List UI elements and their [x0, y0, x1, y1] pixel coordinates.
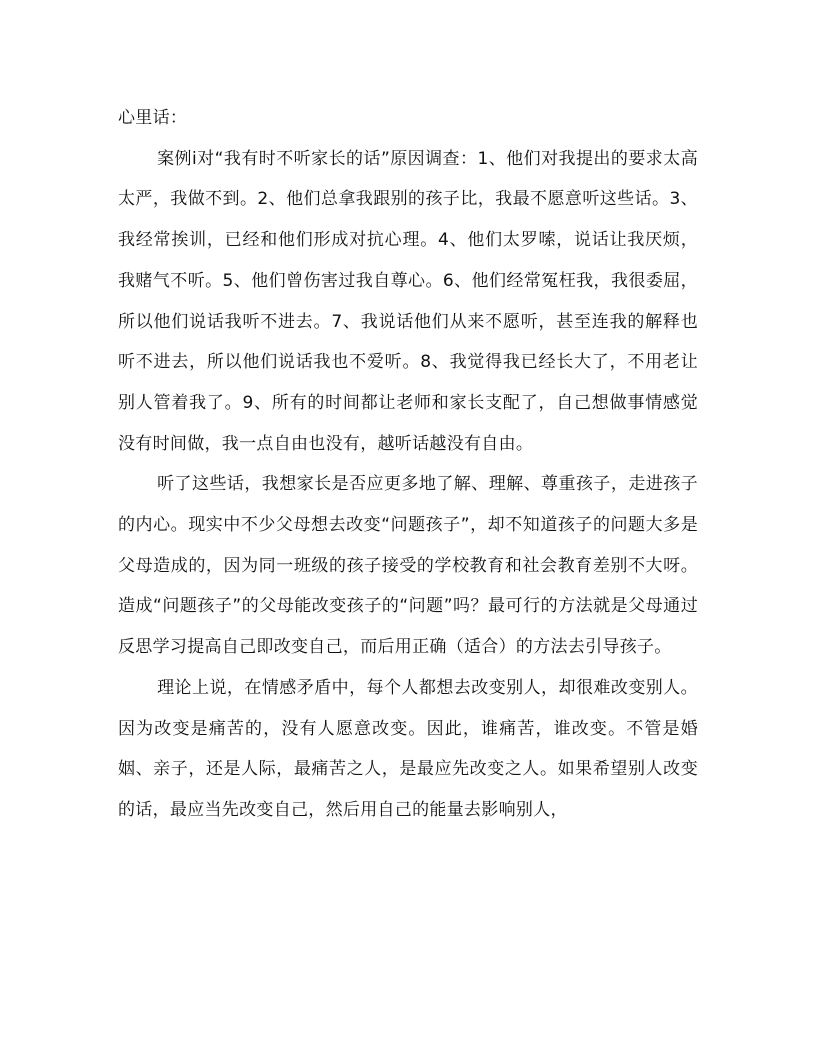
paragraph-parents-reflection: 听了这些话，我想家长是否应更多地了解、理解、尊重孩子，走进孩子的内心。现实中不少父母想去改变“问题孩子”，却不知道孩子的问题大多是父母造成的，因为同一班级的孩子接受的学校教育和社会教育差别不大呀。造成“问题孩子”的父母能改变孩子的“问题”吗？最可行的方法就是父母通过反思学习提高自己即改变自己，而后用正确（适合）的方法去引导孩子。 — [118, 474, 698, 658]
document-heading: 心里话： — [118, 108, 188, 128]
document-body — [118, 98, 698, 831]
paragraph-survey: 案例ⅰ对“我有时不听家长的话”原因调查：1、他们对我提出的要求太高太严，我做不到。2、他们总拿我跟别的孩子比，我最不愿意听这些话。3、我经常挨训，已经和他们形成对抗心理。4、他们太罗嗦，说话让我厌烦，我赌气不听。5、他们曾伤害过我自尊心。6、他们经常冤枉我，我很委屈，所以他们说话我听不进去。7、我说话他们从来不愿听，甚至连我的解释也听不进去，所以他们说话我也不爱听。8、我觉得我已经长大了，不用老让别人管着我了。9、所有的时间都让老师和家长支配了，自己想做事情感觉没有时间做，我一点自由也没有，越听话越没有自由。 — [118, 148, 698, 454]
paragraph-theory: 理论上说，在情感矛盾中，每个人都想去改变别人，却很难改变别人。因为改变是痛苦的，没有人愿意改变。因此，谁痛苦，谁改变。不管是婚姻、亲子，还是人际，最痛苦之人，是最应先改变之人。如果希望别人改变的话，最应当先改变自己，然后用自己的能量去影响别人， — [118, 677, 698, 820]
